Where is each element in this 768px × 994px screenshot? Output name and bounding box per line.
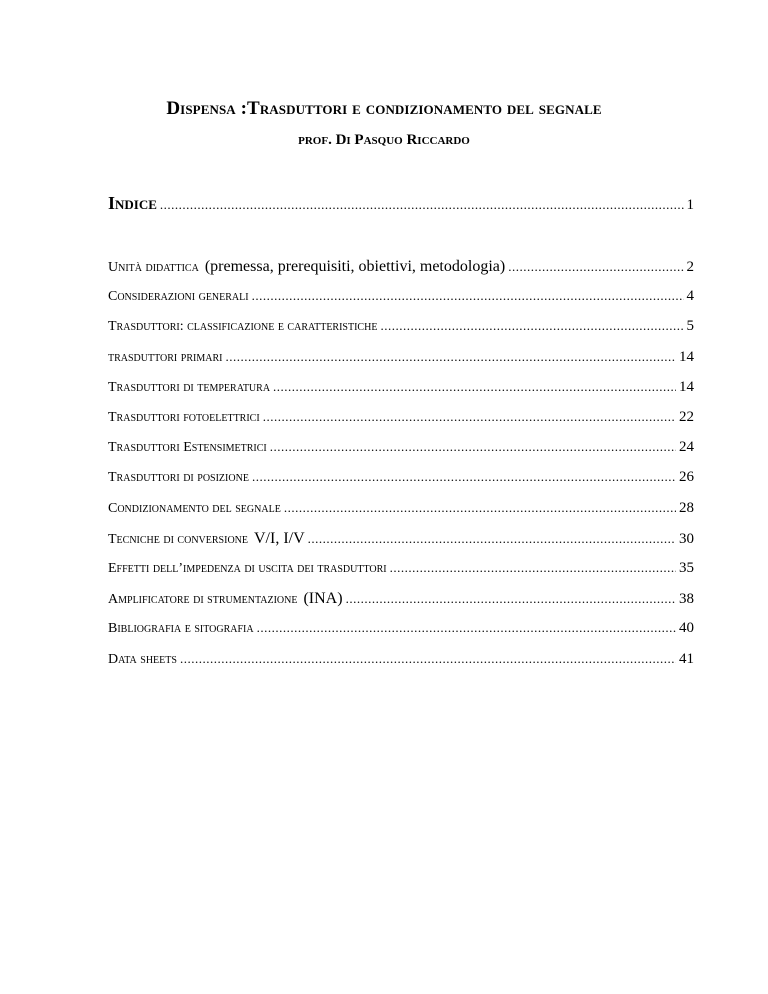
toc-entry-page: 14 <box>679 348 694 365</box>
toc-entry-page: 41 <box>679 650 694 667</box>
toc-entry-page: 22 <box>679 409 694 425</box>
toc-entry-label: trasduttori primari <box>108 349 223 365</box>
toc-entry[interactable] <box>108 469 694 486</box>
toc-entry[interactable] <box>108 409 694 426</box>
toc-entry-page: 2 <box>686 259 694 275</box>
document-author: prof. Di Pasquo Riccardo <box>298 132 470 148</box>
toc-entry-label: Trasduttori di posizione <box>108 470 249 486</box>
toc-entry-page: 38 <box>679 591 694 608</box>
toc-entry[interactable] <box>108 500 694 517</box>
toc-entry-label: Unità didattica (premessa, prerequisiti, obiettivi, metodologia) <box>108 258 506 275</box>
toc-entry[interactable] <box>108 258 694 276</box>
dot-leader <box>263 409 676 425</box>
toc-entry-page: 40 <box>679 620 694 637</box>
toc-entry[interactable] <box>108 349 694 366</box>
toc-entry[interactable] <box>108 651 694 668</box>
toc-entry-label: Trasduttori fotoelettrici <box>108 410 260 425</box>
toc-entry-page: 30 <box>679 530 694 547</box>
toc-entry[interactable] <box>108 590 694 608</box>
toc-main-label: Indice <box>108 193 157 213</box>
toc-entry-label: Data sheets <box>108 651 177 667</box>
toc-entry-page: 35 <box>679 560 694 576</box>
toc-entry[interactable] <box>108 530 694 548</box>
dot-leader <box>273 379 676 395</box>
toc-entry-label: Amplificatore di strumentazione (INA) <box>108 590 343 608</box>
toc-entry-page: 14 <box>679 378 694 395</box>
dot-leader <box>160 197 684 213</box>
toc-entry[interactable] <box>108 620 694 637</box>
toc-entry[interactable] <box>108 288 694 305</box>
dot-leader <box>270 439 676 455</box>
dot-leader <box>225 349 676 365</box>
dot-leader <box>380 318 683 334</box>
toc-entry-label: Condizionamento del segnale <box>108 500 281 516</box>
toc-entry[interactable] <box>108 439 694 456</box>
dot-leader <box>390 560 676 576</box>
toc-entry-page: 28 <box>679 499 694 516</box>
toc-entry-page: 4 <box>686 288 694 305</box>
toc-main-entry[interactable] <box>108 193 694 214</box>
toc-entry-extra: V/I, I/V <box>254 529 305 547</box>
toc-entry-page: 26 <box>679 469 694 486</box>
toc-entry-label: Trasduttori: classificazione e caratteristiche <box>108 319 378 335</box>
toc-entry-label: Trasduttori Estensimetrici <box>108 440 267 456</box>
dot-leader <box>180 651 676 667</box>
toc-entry-label: Bibliografia e sitografia <box>108 621 254 637</box>
toc-entry[interactable] <box>108 318 694 335</box>
dot-leader <box>252 288 684 304</box>
document-title: Dispensa :Trasduttori e condizionamento del segnale <box>166 98 602 119</box>
dot-leader <box>508 259 683 275</box>
dot-leader <box>257 620 676 636</box>
toc-entry-page: 24 <box>679 439 694 456</box>
toc-main-page: 1 <box>686 197 694 213</box>
toc-entry-extra: (INA) <box>303 590 343 608</box>
toc-entry-label: Tecniche di conversione V/I, I/V <box>108 529 305 547</box>
dot-leader <box>252 469 676 485</box>
toc-entry[interactable] <box>108 560 694 577</box>
toc-entry-extra: (premessa, prerequisiti, obiettivi, metodologia) <box>204 258 506 275</box>
toc-entry-page: 5 <box>686 318 694 335</box>
toc-entry-label: Trasduttori di temperatura <box>108 379 271 395</box>
dot-leader <box>346 591 676 607</box>
toc-entry-label: Effetti dell’impedenza di uscita dei trasduttori <box>108 561 387 576</box>
dot-leader <box>308 531 676 547</box>
toc-entry-label: Considerazioni generali <box>108 289 249 305</box>
dot-leader <box>284 500 676 516</box>
toc-entry[interactable] <box>108 379 694 396</box>
